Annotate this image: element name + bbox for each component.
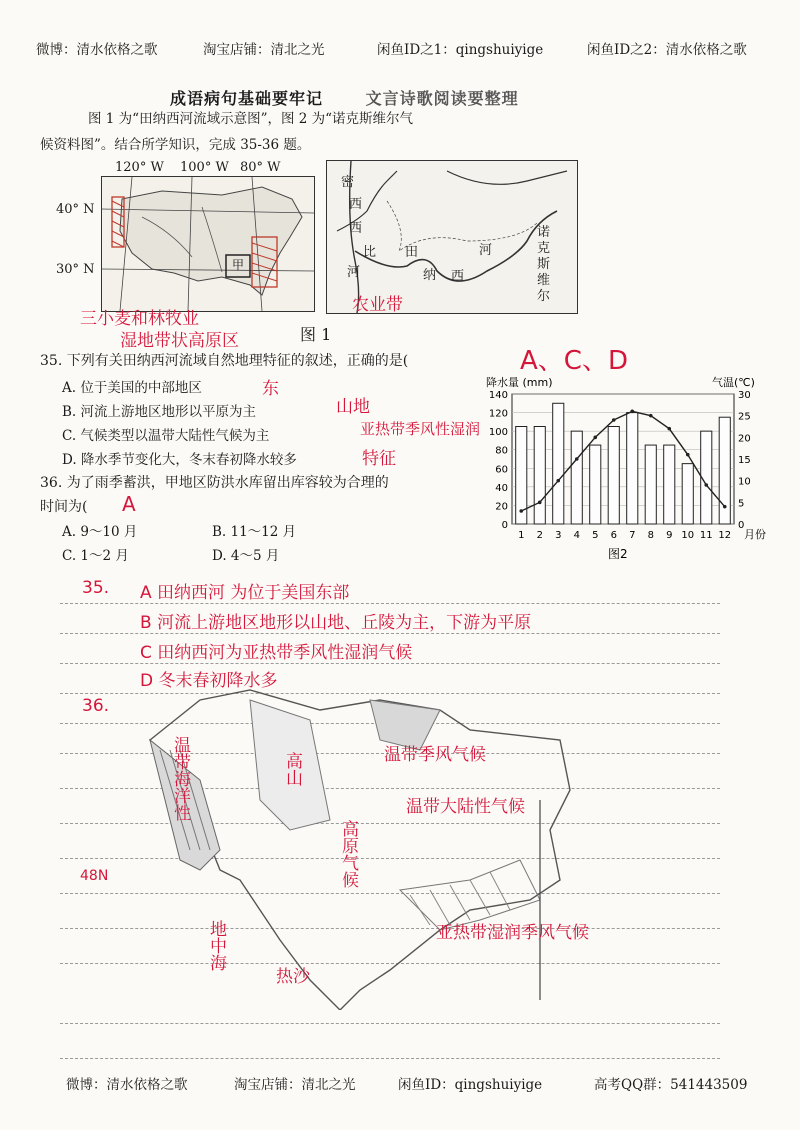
y-left-tick-label: 80 bbox=[495, 445, 508, 457]
precip-bar-8 bbox=[645, 445, 656, 524]
q35-stem: 35. 下列有关田纳西河流域自然地理特征的叙述，正确的是( bbox=[40, 353, 409, 369]
y-left-tick-label: 120 bbox=[488, 408, 508, 420]
ylabel-left: 降水量 (mm) bbox=[486, 376, 553, 389]
hw-answer36: A bbox=[122, 492, 136, 516]
y-right-tick-label: 25 bbox=[738, 411, 751, 423]
hw-sketch-temp-monsoon: 温带季风气候 bbox=[384, 745, 486, 765]
figure1-caption: 图 1 bbox=[300, 325, 332, 344]
xlabel: 月份 bbox=[744, 528, 766, 541]
q36-option-b: B. 11～12 月 bbox=[212, 524, 297, 540]
hw-ans35-d: D 冬末春初降水多 bbox=[140, 671, 278, 691]
x-tick-label: 1 bbox=[518, 530, 525, 541]
footer-taobao: 淘宝店铺：清北之光 bbox=[234, 1077, 356, 1093]
q35-option-a: A. 位于美国的中部地区 bbox=[62, 380, 202, 396]
temperature-point-9 bbox=[667, 427, 671, 431]
hw-ans36-label: 36. bbox=[82, 696, 110, 716]
precip-bar-9 bbox=[664, 445, 675, 524]
hw-map-note1: 三小麦和林牧业 bbox=[80, 309, 199, 329]
temperature-point-3 bbox=[556, 479, 560, 483]
temperature-point-2 bbox=[538, 501, 542, 505]
usa-outline-figure bbox=[102, 177, 314, 311]
lon-label-80: 80° W bbox=[240, 160, 281, 175]
map2-char-na: 纳 bbox=[423, 268, 437, 283]
y-left-tick-label: 0 bbox=[501, 520, 508, 531]
temperature-point-5 bbox=[593, 436, 597, 440]
footer-xianyu: 闲鱼ID：qingshuiyige bbox=[398, 1077, 543, 1093]
temperature-line bbox=[521, 411, 725, 511]
hw-ans35-b: B 河流上游地区地形以山地、丘陵为主，下游为平原 bbox=[140, 613, 532, 633]
x-tick-label: 11 bbox=[699, 530, 713, 541]
precip-bar-5 bbox=[590, 445, 601, 524]
precip-bar-10 bbox=[682, 464, 693, 524]
y-left-tick-label: 60 bbox=[495, 464, 508, 476]
q35-option-b: B. 河流上游地区地形以平原为主 bbox=[62, 404, 257, 420]
hw-ans35-a: A 田纳西河 为位于美国东部 bbox=[140, 583, 350, 603]
page-top-title bbox=[170, 86, 519, 109]
hw-ans35-c: C 田纳西河为亚热带季风性湿润气候 bbox=[140, 643, 413, 663]
x-tick-label: 2 bbox=[536, 530, 543, 541]
x-tick-label: 6 bbox=[610, 530, 617, 541]
y-right-tick-label: 0 bbox=[738, 520, 745, 531]
lat-label-30: 30° N bbox=[56, 262, 95, 277]
temperature-point-7 bbox=[630, 410, 634, 414]
hw-sketch-temp-continental: 温带大陆性气候 bbox=[406, 797, 525, 817]
hw-note-a: 东 bbox=[262, 379, 279, 399]
x-tick-label: 9 bbox=[666, 530, 673, 541]
precip-bar-4 bbox=[571, 431, 582, 524]
y-right-tick-label: 5 bbox=[738, 498, 745, 510]
map2-char-xi1: 西 bbox=[349, 197, 363, 212]
temperature-point-4 bbox=[575, 457, 579, 461]
header-xianyu1: 闲鱼ID之1：qingshuiyige bbox=[377, 42, 544, 58]
q35-option-d: D. 降水季节变化大，冬末春初降水较多 bbox=[62, 452, 297, 468]
q36-option-d: D. 4～5 月 bbox=[212, 548, 280, 564]
map2-char-nuo: 诺 bbox=[537, 225, 551, 240]
figure2-caption: 图2 bbox=[608, 547, 628, 561]
intro-line1: 图 1 为“田纳西河流域示意图”，图 2 为“诺克斯维尔气 bbox=[88, 111, 414, 127]
ylabel-right: 气温(℃) bbox=[712, 376, 755, 389]
q36-stem-line2: 时间为( bbox=[40, 499, 88, 515]
header-taobao: 淘宝店铺：清北之光 bbox=[203, 42, 325, 58]
precip-bar-7 bbox=[627, 413, 638, 524]
map2-char-tian: 田 bbox=[405, 245, 419, 260]
hw-sketch-alpine: 高原气候 bbox=[338, 820, 358, 888]
answer-line bbox=[60, 1023, 720, 1024]
hw-lat48: 48N bbox=[80, 868, 109, 884]
tennessee-basin-map bbox=[101, 176, 315, 312]
map2-char-si: 斯 bbox=[537, 257, 551, 272]
y-left-tick-label: 20 bbox=[495, 501, 508, 513]
y-right-tick-label: 10 bbox=[738, 476, 751, 488]
map2-char-xi2: 西 bbox=[349, 221, 363, 236]
lat-label-40: 40° N bbox=[56, 202, 95, 217]
answer-line bbox=[60, 663, 720, 664]
y-left-tick-label: 140 bbox=[488, 390, 508, 401]
hw-map-note2: 湿地带状高原区 bbox=[120, 331, 239, 351]
q35-option-c: C. 气候类型以温带大陆性气候为主 bbox=[62, 428, 270, 444]
map2-char-wei: 维 bbox=[537, 273, 551, 288]
footer-weibo: 微博：清水依格之歌 bbox=[66, 1077, 188, 1093]
hw-sketch-dizhong: 地中海 bbox=[206, 920, 226, 971]
top-title-right: 文言诗歌阅读要整理 bbox=[365, 89, 519, 108]
y-left-tick-label: 100 bbox=[488, 427, 508, 439]
temperature-point-1 bbox=[519, 509, 523, 513]
map2-char-mi: 密 bbox=[341, 175, 355, 190]
map2-char-he2: 河 bbox=[479, 243, 493, 258]
hw-answer35: A、C、D bbox=[520, 346, 628, 376]
y-right-tick-label: 15 bbox=[738, 455, 751, 466]
intro-line2: 候资料图”。结合所学知识，完成 35-36 题。 bbox=[40, 137, 311, 153]
map2-char-er: 尔 bbox=[537, 289, 551, 304]
map2-char-ke: 克 bbox=[537, 241, 551, 256]
answer-line bbox=[60, 603, 720, 604]
map2-char-he1: 河 bbox=[347, 265, 361, 280]
x-tick-label: 5 bbox=[592, 530, 599, 541]
hw-sketch-redesert: 热沙 bbox=[276, 967, 310, 987]
climate-chart bbox=[482, 372, 782, 564]
top-title: 成语病句基础要牢记 bbox=[170, 89, 324, 108]
q36-stem-line1: 36. 为了雨季蓄洪，甲地区防洪水库留出库容较为合理的 bbox=[40, 475, 389, 491]
q36-option-c: C. 1～2 月 bbox=[62, 548, 129, 564]
x-tick-label: 4 bbox=[573, 530, 580, 541]
map2-char-xi3: 西 bbox=[451, 269, 465, 284]
y-right-tick-label: 20 bbox=[738, 433, 751, 445]
q36-option-a: A. 9～10 月 bbox=[62, 524, 138, 540]
temperature-point-12 bbox=[723, 505, 727, 509]
temperature-point-6 bbox=[612, 418, 616, 422]
hw-sketch-highland: 高山 bbox=[282, 752, 302, 786]
footer-qq: 高考QQ群：541443509 bbox=[594, 1077, 748, 1093]
y-right-tick-label: 30 bbox=[738, 390, 751, 401]
lon-label-100: 100° W bbox=[180, 160, 229, 175]
hw-sketch-subtropical: 亚热带湿润季风气候 bbox=[436, 923, 589, 943]
lon-label-120: 120° W bbox=[115, 160, 164, 175]
x-tick-label: 3 bbox=[555, 530, 562, 541]
header-xianyu2: 闲鱼ID之2：清水依格之歌 bbox=[587, 42, 747, 58]
temperature-point-11 bbox=[704, 483, 708, 487]
hw-note-d: 特征 bbox=[362, 449, 396, 469]
hw-sketch-temperate-ocean: 温带海洋性 bbox=[170, 736, 190, 821]
map2-char-bi: 比 bbox=[363, 245, 377, 260]
answer-line bbox=[60, 1058, 720, 1059]
header-weibo: 微博：清水依格之歌 bbox=[36, 42, 158, 58]
hw-ans35-label: 35. bbox=[82, 578, 110, 598]
hw-note-c: 亚热带季风性湿润 bbox=[360, 420, 481, 438]
answer-line bbox=[60, 633, 720, 634]
x-tick-label: 10 bbox=[681, 530, 695, 541]
x-tick-label: 8 bbox=[647, 530, 654, 541]
y-left-tick-label: 40 bbox=[495, 482, 508, 494]
hw-arrow-note: 农业带 bbox=[352, 295, 403, 315]
x-tick-label: 12 bbox=[718, 530, 732, 541]
temperature-point-10 bbox=[686, 453, 690, 457]
precip-bar-2 bbox=[534, 427, 545, 525]
temperature-point-8 bbox=[649, 414, 653, 418]
hw-note-b: 山地 bbox=[336, 397, 370, 417]
precip-bar-3 bbox=[553, 403, 564, 524]
precip-bar-6 bbox=[608, 427, 619, 525]
x-tick-label: 7 bbox=[629, 530, 636, 541]
jia-label: 甲 bbox=[232, 258, 245, 272]
